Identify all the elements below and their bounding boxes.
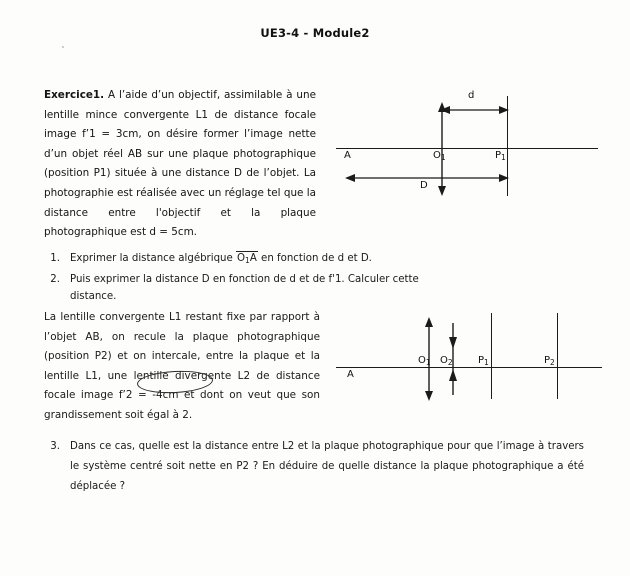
algebraic-distance-overline: [236, 251, 258, 267]
question1-pre: Exprimer la distance algébrique: [70, 253, 237, 264]
figure1-schema: [330, 88, 610, 200]
exercise1-label: Exercice1.: [44, 89, 105, 101]
lens-arrow-L2: [330, 305, 610, 405]
question-number: 2.: [50, 274, 60, 285]
question-text: Puis exprimer la distance D en fonction de d et de f'1. Calculer cette distance.: [70, 274, 419, 302]
label-O2: $O_2$: [440, 355, 453, 367]
exercise1-paragraph: [44, 86, 316, 243]
label-O1: $O_1$: [418, 355, 431, 367]
label-P1: $P_1$: [495, 150, 506, 162]
label-P2: $P_2$: [544, 355, 555, 367]
question-text: Dans ce cas, quelle est la distance entre L2 et la plaque photographique pour que l’image à travers le système centré soit nette en P2 ? En déduire de quelle distance la plaque photographique a été déplacée ?: [70, 441, 584, 492]
figure2-schema: [330, 305, 610, 405]
plate-P1-line: [491, 313, 492, 399]
question3: [44, 437, 584, 501]
list-item: [44, 437, 584, 497]
list-item: [44, 250, 464, 267]
paragraph2: La lentille convergente L1 restant fixe par rapport à l’objet AB, on recule la plaque photographique (position P2) et on intercale, entre la plaque et la lentille L1, une lentille divergente L2 de distance focale image f’2 = -4cm et dont on veut que son grandissement soit égal à 2.: [44, 311, 320, 421]
question-number: 3.: [50, 441, 60, 452]
label-d: d: [468, 90, 475, 101]
overline-A: A: [249, 253, 257, 264]
question-number: 1.: [50, 253, 60, 264]
list-item: [44, 271, 464, 305]
label-A: A: [344, 150, 351, 161]
question1-post: en fonction de d et D.: [257, 253, 372, 264]
plate-P2-line: [557, 313, 558, 399]
exercise1-question-list: [44, 250, 464, 309]
label-O1: $O_1$: [433, 150, 446, 162]
scan-speck: [62, 46, 64, 48]
overline-O: O: [237, 253, 246, 264]
label-A: A: [347, 369, 354, 380]
label-D: D: [420, 180, 428, 191]
overline-sub: 1: [245, 256, 250, 265]
exercise1-body: A l’aide d’un objectif, assimilable à une lentille mince convergente L1 de distance focale image f’1 = 3cm, on désire former l’image nette d’un objet réel AB sur une plaque photographique (position P1) située à une distance D de l’objet. La photographie est réalisée avec un réglage tel que la distance entre l'objectif et la plaque photographique est d = 5cm.: [44, 89, 316, 239]
label-P1: $P_1$: [478, 355, 489, 367]
dimension-D-arrow: [330, 88, 610, 200]
page-title: UE3-4 - Module2: [260, 26, 370, 40]
question-text: [70, 250, 464, 267]
